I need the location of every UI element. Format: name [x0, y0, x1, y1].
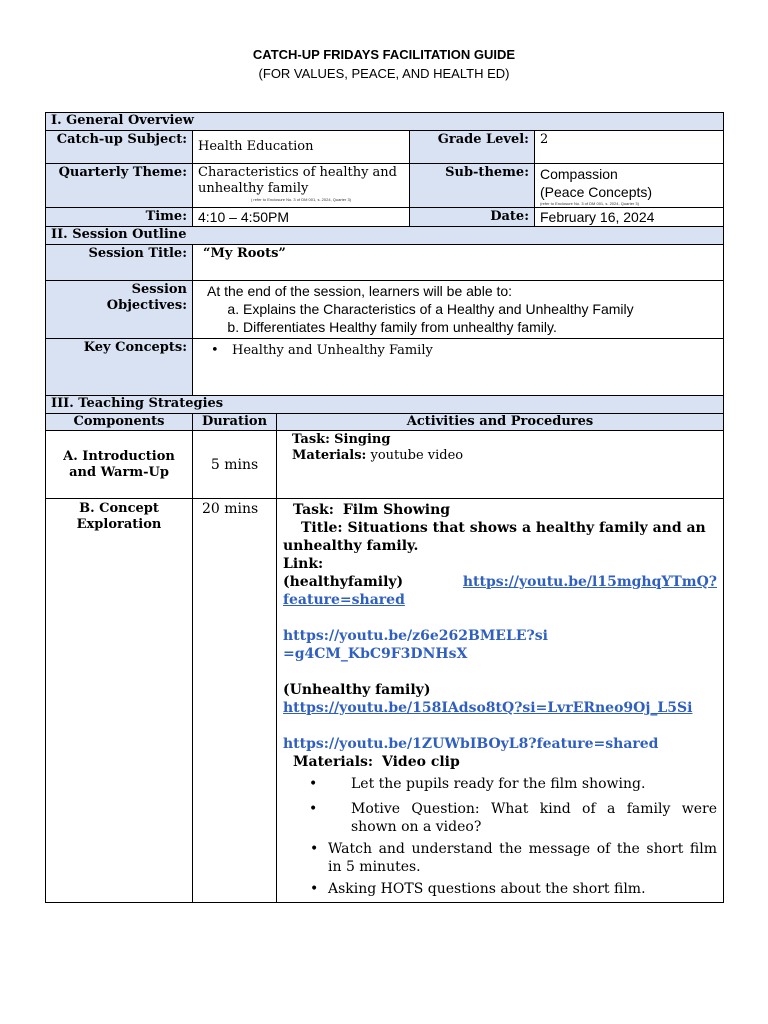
session-title-value: “My Roots”: [193, 245, 724, 281]
header-duration: Duration: [193, 414, 277, 431]
intro-task-label: Task:: [292, 432, 330, 447]
header-activities: Activities and Procedures: [277, 414, 724, 431]
step-item: • Asking HOTS questions about the short film.: [283, 880, 717, 898]
intro-activities: [277, 431, 724, 499]
unhealthy-link-1[interactable]: https://youtu.be/158IAdso8tQ?si=LvrERneo9Oj_L5Si: [283, 700, 693, 716]
objectives-list: [207, 300, 718, 336]
healthy-link-2[interactable]: https://youtu.be/z6e262BMELE?si=g4CM_KbC9F3DNHsX: [283, 628, 548, 662]
theme-value: Characteristics of healthy and unhealthy family: [198, 165, 398, 196]
intro-task-value: Singing: [334, 432, 391, 447]
concept-activities: [277, 499, 724, 903]
theme-note: ( refer to Enclosure No. 3 of DM 001, s. 2024, Quarter 3): [250, 197, 352, 202]
concept-task-value: Film Showing: [342, 502, 451, 518]
document-subtitle: (FOR VALUES, PEACE, AND HEALTH ED): [258, 66, 510, 81]
document-title: CATCH-UP FRIDAYS FACILITATION GUIDE: [252, 47, 516, 62]
healthy-family-label: (healthyfamily): [283, 574, 404, 590]
step-item: • Let the pupils ready for the film showing.: [283, 775, 717, 793]
theme-cell: [193, 164, 410, 208]
concept-task-label: Task:: [293, 502, 334, 518]
unhealthy-family-label: (Unhealthy family): [283, 682, 431, 698]
concept-duration: 20 mins: [193, 499, 277, 903]
concepts-label: Key Concepts:: [46, 339, 193, 396]
subtheme-note: (refer to Enclosure No. 3 of DM 001, s. 2024, Quarter 3): [540, 201, 639, 206]
grade-value: 2: [535, 131, 724, 164]
concept-item: • Healthy and Unhealthy Family: [207, 343, 718, 359]
objective-item: b. Differentiates Healthy family from unhealthy family.: [243, 318, 718, 336]
subtheme-value: Compassion: [540, 166, 618, 182]
date-value: February 16, 2024: [535, 208, 724, 227]
subject-value: Health Education: [193, 131, 410, 164]
session-title-label: Session Title:: [46, 245, 193, 281]
intro-duration: 5 mins: [193, 431, 277, 499]
objectives-intro: At the end of the session, learners will be able to:: [207, 283, 513, 299]
concept-link-label: Link:: [283, 556, 324, 572]
objective-item: a. Explains the Characteristics of a Healthy and Unhealthy Family: [243, 300, 718, 318]
subtheme-label: Sub-theme:: [410, 164, 535, 208]
facilitation-guide-table: [45, 112, 724, 903]
intro-materials-label: Materials:: [292, 448, 367, 463]
section-general-overview: I. General Overview: [46, 113, 724, 131]
step-item: • Watch and understand the message of the short film in 5 minutes.: [283, 840, 717, 876]
concepts-cell: [193, 339, 724, 396]
unhealthy-link-2[interactable]: https://youtu.be/1ZUWbIBOyL8?feature=shared: [283, 736, 659, 752]
objectives-cell: [193, 281, 724, 339]
step-item: • Motive Question: What kind of a family were shown on a video?: [283, 800, 717, 836]
section-session-outline: II. Session Outline: [46, 227, 724, 245]
date-label: Date:: [410, 208, 535, 227]
intro-materials-value: youtube video: [370, 448, 464, 463]
healthy-link-1-a[interactable]: https://youtu.be/l15mghqYTmQ?: [462, 574, 718, 590]
time-label: Time:: [46, 208, 193, 227]
header-components: Components: [46, 414, 193, 431]
subtheme-cell: [535, 164, 724, 208]
healthy-link-1-b[interactable]: feature=shared: [283, 592, 405, 608]
concept-component: B. Concept Exploration: [46, 499, 193, 903]
concept-title-line: Title: Situations that shows a healthy family and an unhealthy family.: [283, 520, 706, 554]
objectives-label: Session Objectives:: [46, 281, 193, 339]
grade-label: Grade Level:: [410, 131, 535, 164]
section-teaching-strategies: III. Teaching Strategies: [46, 396, 724, 414]
subject-label: Catch-up Subject:: [46, 131, 193, 164]
subtheme-value-2: (Peace Concepts): [540, 184, 653, 200]
concept-steps-list: [283, 775, 717, 898]
time-value: 4:10 – 4:50PM: [193, 208, 410, 227]
concept-materials-value: Video clip: [381, 754, 460, 770]
concepts-list: [207, 343, 718, 359]
theme-label: Quarterly Theme:: [46, 164, 193, 208]
intro-component: A. Introduction and Warm-Up: [46, 431, 193, 499]
concept-materials-label: Materials:: [293, 754, 374, 770]
